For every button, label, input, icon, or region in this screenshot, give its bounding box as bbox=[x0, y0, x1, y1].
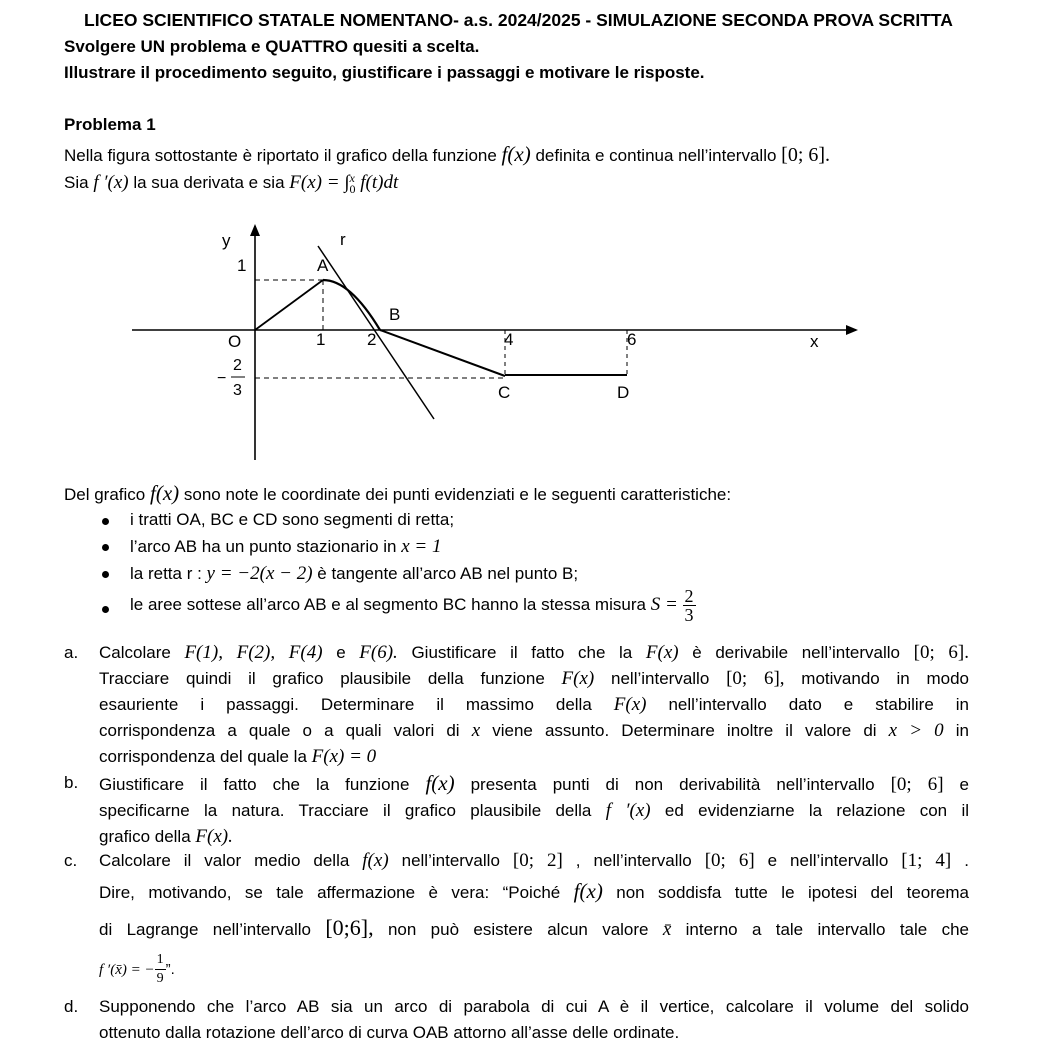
tick-y-neg-num: 2 bbox=[233, 357, 242, 374]
question-c-label: c. bbox=[64, 851, 78, 870]
line-r-label: r bbox=[340, 230, 346, 249]
feature-bullet-stationary: l’arco AB ha un punto stazionario in x = 1 bbox=[130, 536, 442, 557]
question-a-line2: Tracciare quindi il grafico plausibile della funzione F(x) nell’intervallo [0; 6], motivando in modo bbox=[99, 668, 969, 689]
question-d-line1: Supponendo che l’arco AB sia un arco di parabola di cui A è il vertice, calcolare il volume del solido bbox=[99, 997, 969, 1016]
question-b-line3: grafico della F(x). bbox=[99, 826, 233, 847]
question-b bbox=[99, 770, 969, 850]
question-c-line4: f ′(x̄) = − $\frac{1}{9}$ ”. bbox=[99, 952, 175, 986]
y-axis-label: y bbox=[222, 231, 231, 250]
segment-bc bbox=[380, 330, 505, 376]
instruction-choose: Svolgere UN problema e QUATTRO quesiti a scelta. bbox=[64, 37, 480, 56]
bullet-marker bbox=[102, 571, 109, 578]
question-c-line1: Calcolare il valor medio della f(x) nell’intervallo [0; 2] , nell’intervallo [0; 6] e nell’intervallo [1; 4] . bbox=[99, 850, 969, 871]
feature-bullet-areas: le aree sottese all’arco AB e al segmento BC hanno la stessa misura S = $\frac{2}{3}$ bbox=[130, 586, 694, 625]
question-b-line1: Giustificare il fatto che la funzione f(x) presenta punti di non derivabilità nell’intervallo [0; 6] e bbox=[99, 771, 969, 795]
question-c-line3: di Lagrange nell’intervallo [0;6], non può esistere alcun valore x̄ interno a tale intervallo tale che bbox=[99, 915, 969, 940]
feature-bullet-segments: i tratti OA, BC e CD sono segmenti di retta; bbox=[130, 510, 455, 529]
tick-x-6: 6 bbox=[627, 330, 637, 349]
problem-title: Problema 1 bbox=[64, 115, 156, 134]
question-b-label: b. bbox=[64, 773, 79, 792]
problem-intro-line1: Nella figura sottostante è riportato il grafico della funzione f(x) definita e continua nell’intervallo [0; 6]. bbox=[64, 142, 831, 166]
feature-bullet-tangent: la retta r : y = −2(x − 2) è tangente all’arco AB nel punto B; bbox=[130, 563, 579, 584]
bullet-marker bbox=[102, 606, 109, 613]
question-c bbox=[99, 848, 969, 988]
problem-intro-line2: Sia f ′(x) la sua derivata e sia F(x) = ∫ x 0 f(t)dt bbox=[64, 170, 399, 196]
question-a-label: a. bbox=[64, 643, 79, 662]
question-d bbox=[99, 994, 969, 1046]
point-b-label: B bbox=[389, 305, 401, 324]
bullet-marker bbox=[102, 544, 109, 551]
function-graph bbox=[0, 0, 1064, 470]
tick-y-neg-sign: − bbox=[217, 370, 227, 387]
question-a-line3: esauriente i passaggi. Determinare il massimo della F(x) nell’intervallo dato e stabilire in bbox=[99, 694, 969, 715]
question-c-line2: Dire, motivando, se tale affermazione è vera: “Poiché f(x) non soddisfa tutte le ipotesi del teorema bbox=[99, 879, 969, 903]
question-a-line4: corrispondenza a quale o a quali valori di x viene assunto. Determinare inoltre il valore di x > 0 in bbox=[99, 720, 969, 741]
question-a-line5: corrispondenza del quale la F(x) = 0 bbox=[99, 746, 377, 767]
tick-x-1: 1 bbox=[316, 330, 326, 349]
question-b-line2: specificarne la natura. Tracciare il grafico plausibile della f ′(x) ed evidenziarne la relazione con il bbox=[99, 800, 969, 821]
features-intro: Del grafico f(x) sono note le coordinate dei punti evidenziati e le seguenti caratteristiche: bbox=[64, 481, 732, 505]
origin-label: O bbox=[228, 332, 242, 351]
question-d-line2: ottenuto dalla rotazione dell’arco di curva OAB attorno all’asse delle ordinate. bbox=[99, 1023, 680, 1042]
question-a bbox=[99, 640, 969, 770]
question-a-line1: Calcolare F(1), F(2), F(4) e F(6). Giustificare il fatto che la F(x) è derivabile nell’intervallo [0; 6]. bbox=[99, 642, 969, 663]
arc-ab bbox=[323, 280, 380, 330]
x-axis-label: x bbox=[810, 332, 819, 351]
tick-y-1: 1 bbox=[237, 256, 247, 275]
tick-y-neg-den: 3 bbox=[233, 382, 242, 399]
tick-x-4: 4 bbox=[504, 330, 514, 349]
point-d-label: D bbox=[617, 383, 630, 402]
instruction-justify: Illustrare il procedimento seguito, giustificare i passaggi e motivare le risposte. bbox=[64, 63, 705, 82]
segment-oa bbox=[255, 280, 323, 330]
point-a-label: A bbox=[317, 256, 329, 275]
bullet-marker bbox=[102, 518, 109, 525]
exam-title: LICEO SCIENTIFICO STATALE NOMENTANO- a.s. 2024/2025 - SIMULAZIONE SECONDA PROVA SCRITTA bbox=[84, 10, 953, 30]
question-d-label: d. bbox=[64, 997, 79, 1016]
point-c-label: C bbox=[498, 383, 511, 402]
tick-x-2: 2 bbox=[367, 330, 377, 349]
